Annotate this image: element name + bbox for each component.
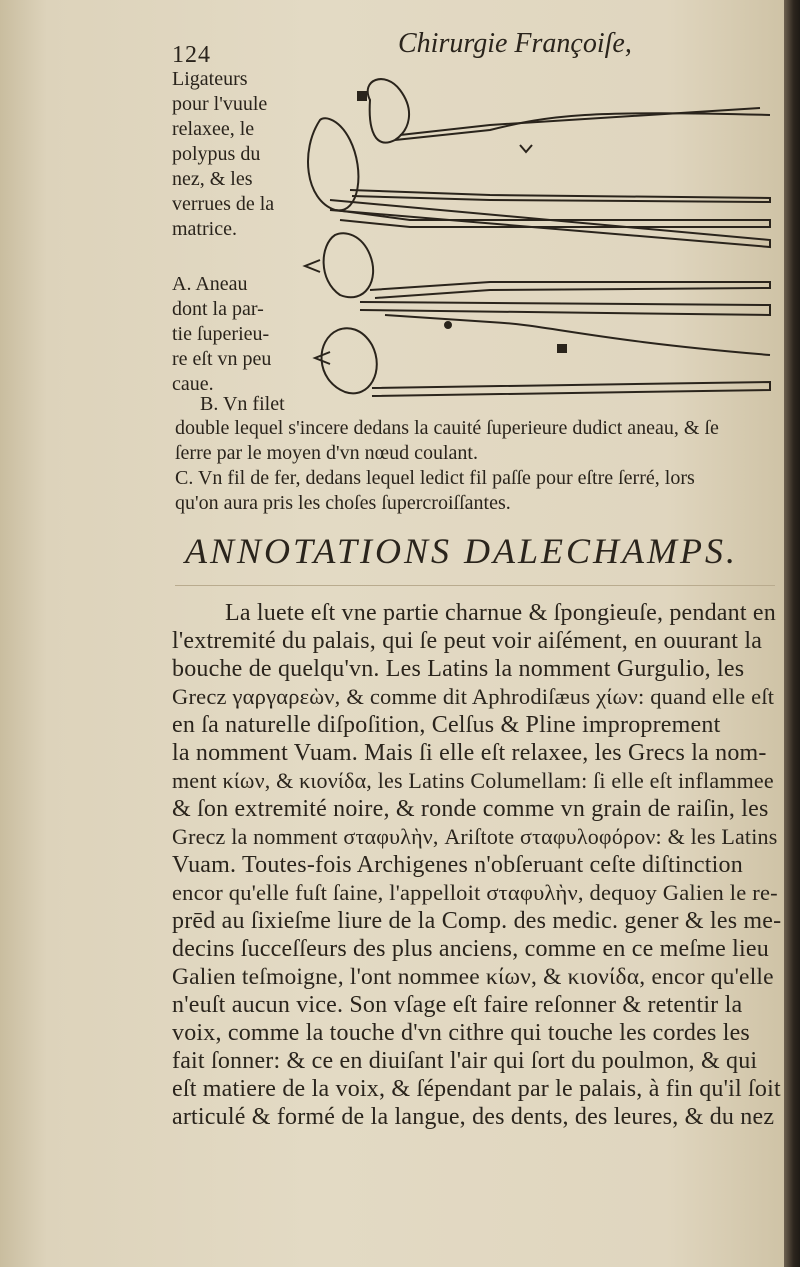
body-line: ment κίων, & κιονίδα, les Latins Columellam: ſi elle eſt inflammee (172, 768, 774, 793)
body-line: l'extremité du palais, qui ſe peut voir aiſément, en ouurant la (172, 628, 763, 654)
body-line: la nomment Vuam. Mais ſi elle eſt relaxee, les Grecs la nom- (172, 740, 767, 766)
margin-note-line: dont la par- (172, 298, 264, 320)
caption-line: ſerre par le moyen d'vn nœud coulant. (175, 442, 478, 464)
body-line: bouche de quelqu'vn. Les Latins la nomment Gurgulio, les (172, 656, 745, 682)
page-number: 124 (172, 42, 211, 68)
margin-note-line: re eſt vn peu (172, 348, 272, 370)
caption-line: double lequel s'incere dedans la cauité ſuperieure dudict aneau, & ſe (175, 417, 719, 439)
body-line: decins ſucceſſeurs des plus anciens, comme en ce meſme lieu (172, 936, 769, 962)
margin-note-line: nez, & les (172, 168, 253, 190)
page-edge-binding (784, 0, 800, 1267)
body-line: eſt matiere de la voix, & ſépendant par le palais, à fin qu'il ſoit (172, 1076, 781, 1102)
heading-divider (175, 585, 775, 586)
margin-note-line: relaxee, le (172, 118, 255, 140)
margin-note-aneau (172, 272, 302, 397)
body-line: & ſon extremité noire, & ronde comme vn grain de raiſin, les (172, 796, 769, 822)
running-title: Chirurgie Françoiſe, (398, 28, 632, 59)
body-line: encor qu'elle fuſt ſaine, l'appelloit σταφυλὴν, dequoy Galien le re- (172, 880, 778, 905)
body-line: n'euſt aucun vice. Son vſage eſt faire reſonner & retentir la (172, 992, 743, 1018)
margin-note-line: A. Aneau (172, 273, 248, 295)
margin-note-line: tie ſuperieu- (172, 323, 270, 345)
margin-note-line: caue. (172, 373, 214, 395)
body-line: en ſa naturelle diſpoſition, Celſus & Pline improprement (172, 712, 721, 738)
margin-note-line: pour l'vuule (172, 93, 268, 115)
body-line: La luete eſt vne partie charnue & ſpongieuſe, pendant en (225, 600, 776, 626)
margin-note-line: Ligateurs (172, 68, 248, 90)
margin-note-ligatures (172, 67, 302, 242)
caption-line: C. Vn fil de fer, dedans lequel ledict fil paſſe pour eſtre ſerré, lors (175, 467, 695, 489)
margin-note-line: matrice. (172, 218, 237, 240)
body-line: voix, comme la touche d'vn cithre qui touche les cordes les (172, 1020, 750, 1046)
body-line: Vuam. Toutes-fois Archigenes n'obſeruant ceſte diſtinction (172, 852, 743, 878)
body-line: Grecz γαργαρεὼν, & comme dit Aphrodiſæus χίων: quand elle eſt (172, 684, 775, 709)
margin-note-line: verrues de la (172, 193, 275, 215)
ligature-instruments-engraving (290, 70, 780, 400)
body-line: fait ſonner: & ce en diuiſant l'air qui ſort du poulmon, & qui (172, 1048, 758, 1074)
body-line: Grecz la nomment σταφυλὴν, Ariſtote σταφυλοφόρον: & les Latins (172, 824, 778, 849)
body-line: Galien teſmoigne, l'ont nommee κίων, & κιονίδα, encor qu'elle (172, 964, 774, 990)
body-line: prēd au ſixieſme liure de la Comp. des medic. gener & les me- (172, 908, 782, 934)
margin-note-line: polypus du (172, 143, 261, 165)
body-line: articulé & formé de la langue, des dents, des leures, & du nez (172, 1104, 775, 1130)
caption-b-label: B. Vn filet (200, 393, 285, 415)
caption-line: qu'on aura pris les choſes ſupercroiſſantes. (175, 492, 511, 514)
section-heading: ANNOTATIONS DALECHAMPS. (185, 531, 739, 571)
